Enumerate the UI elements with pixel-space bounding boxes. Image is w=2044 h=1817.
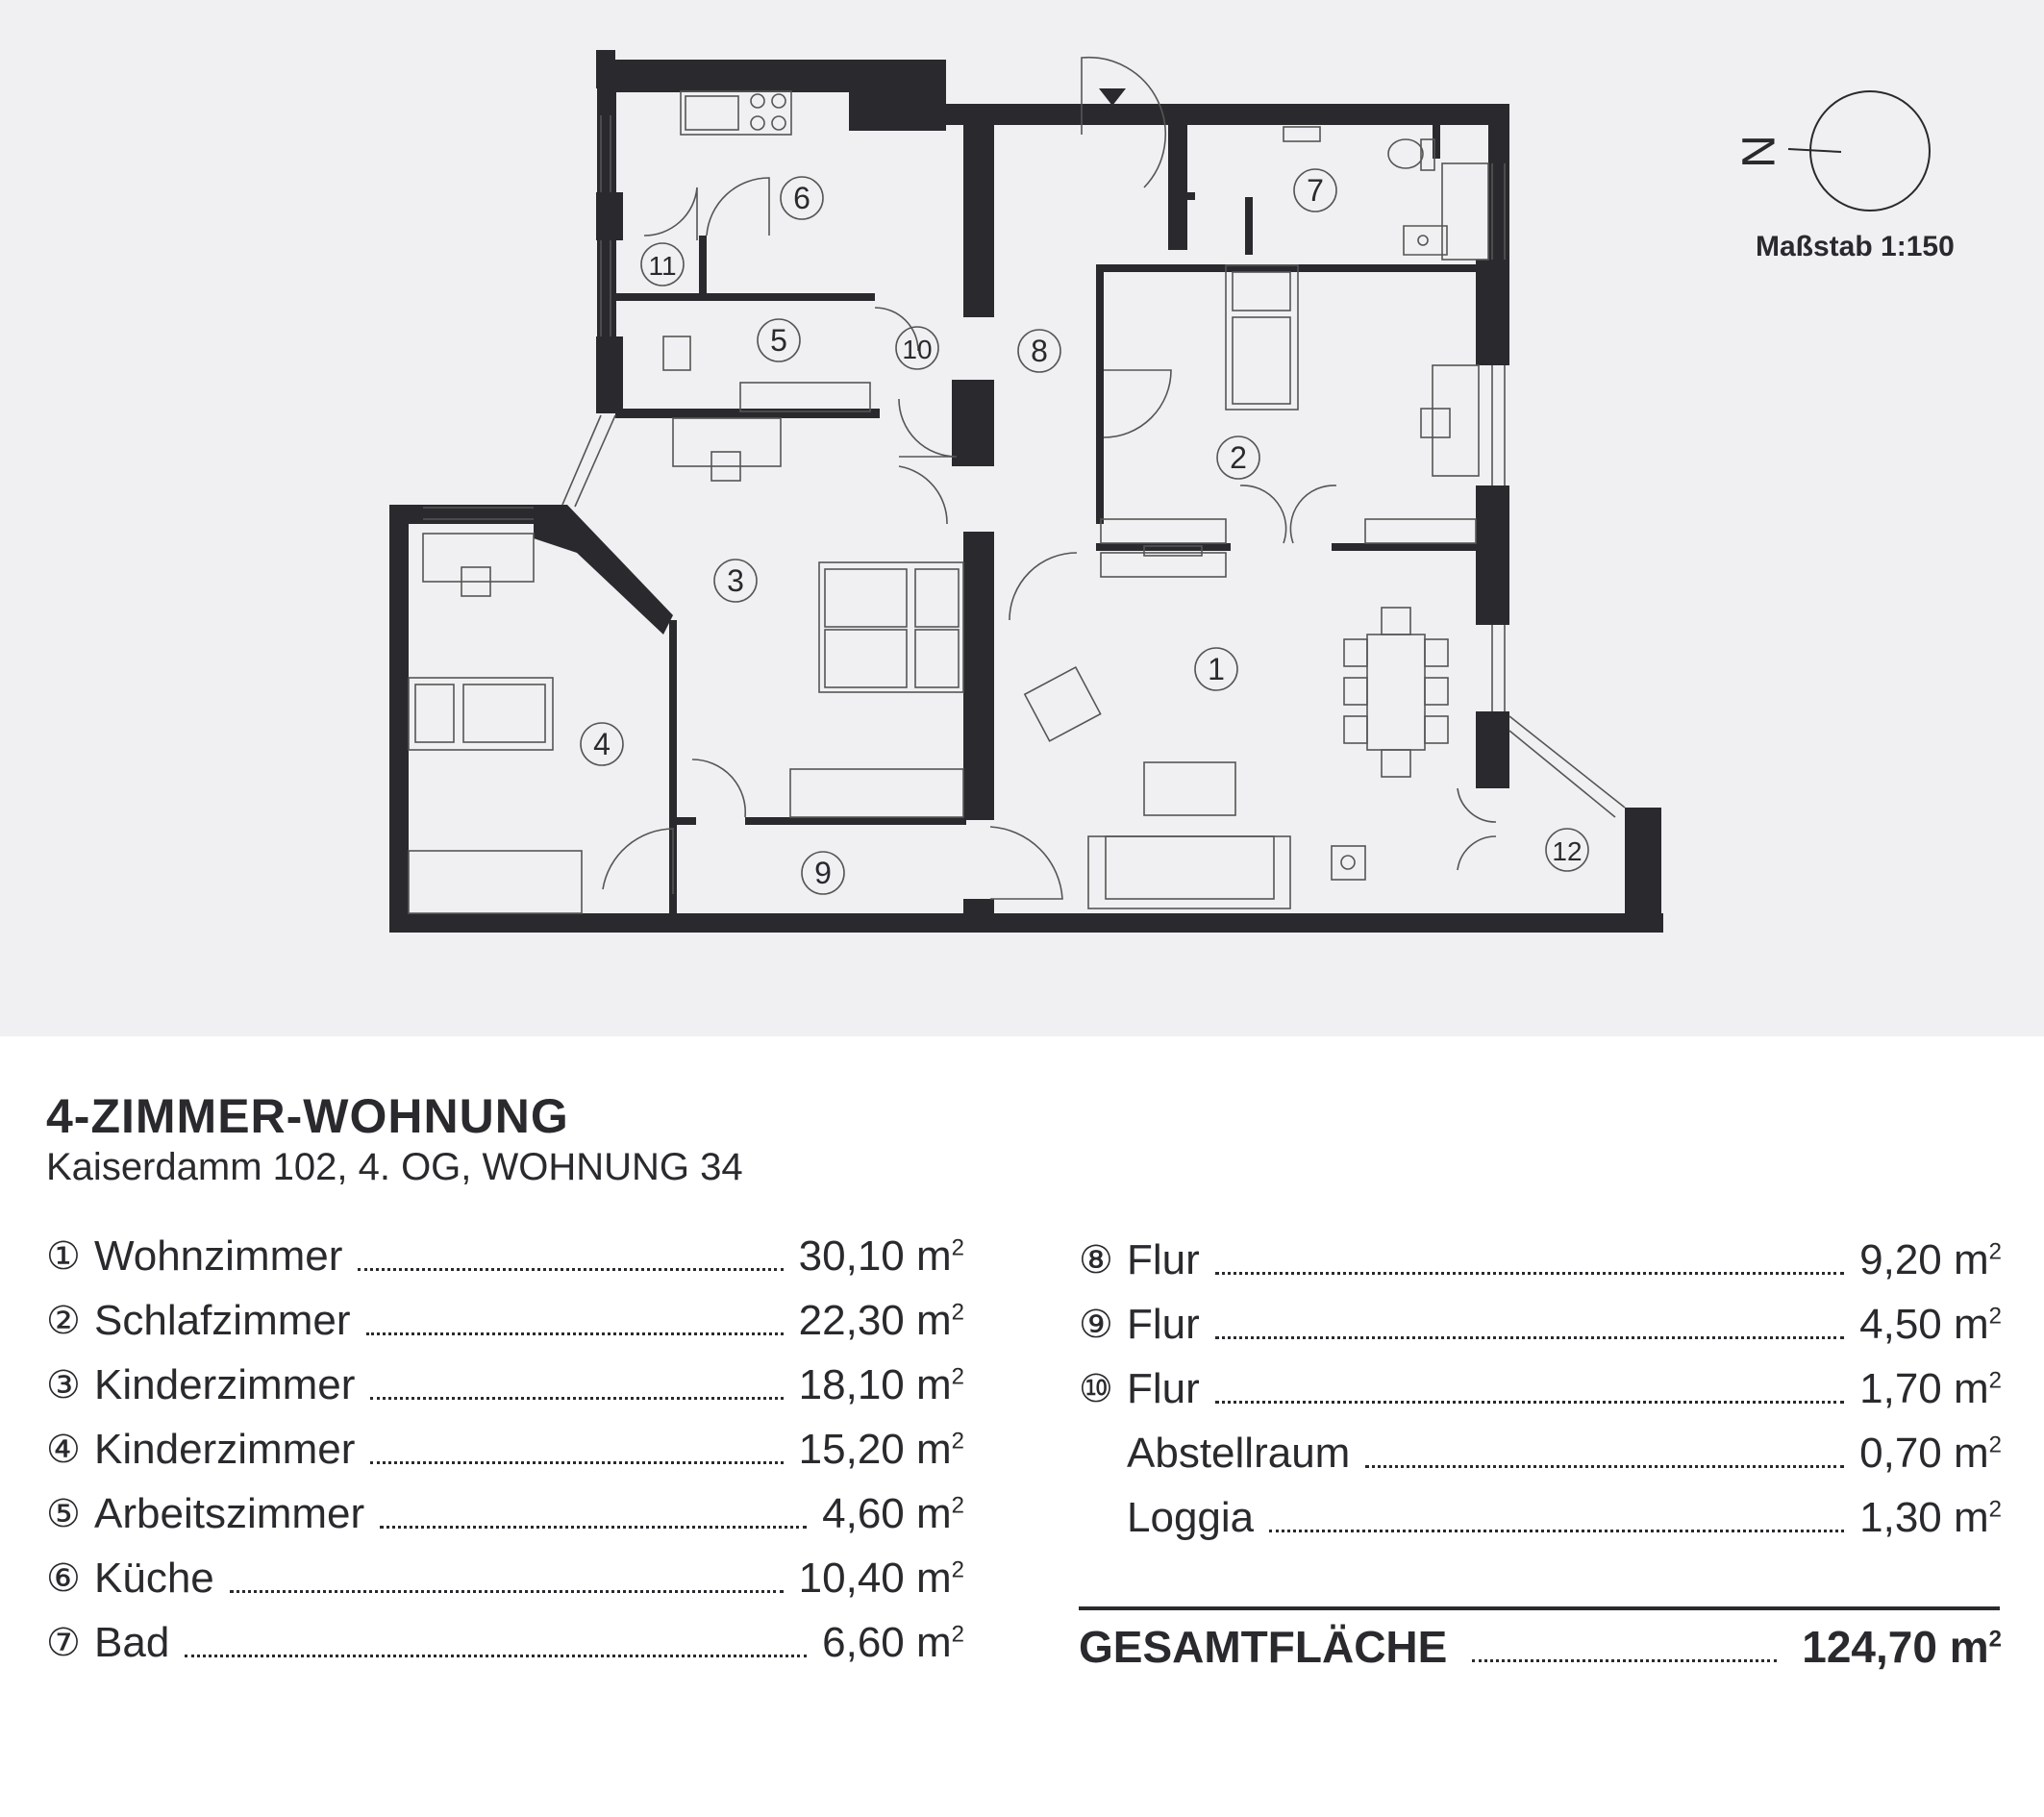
dot-leader (1269, 1530, 1844, 1532)
list-item (46, 1481, 964, 1546)
apartment-address: Kaiserdamm 102, 4. OG, WOHNUNG 34 (46, 1146, 743, 1188)
room-name: Kinderzimmer (94, 1425, 356, 1473)
exterior-walls (389, 50, 1663, 933)
room-name: Arbeitszimmer (94, 1489, 365, 1537)
dot-leader (380, 1526, 807, 1529)
north-compass-icon (1788, 91, 1930, 211)
room-area: 0,70 $m^2$ (1859, 1429, 2002, 1477)
dot-leader (370, 1461, 783, 1464)
dot-leader (230, 1590, 784, 1593)
room-number: ⑤ (46, 1492, 81, 1535)
room-marker-3 (714, 560, 757, 602)
list-item (46, 1417, 964, 1481)
room-marker-7 (1294, 169, 1336, 212)
svg-text:11: 11 (648, 251, 677, 281)
room-area: 10,40 $m^2$ (798, 1554, 964, 1602)
room-marker-4 (581, 723, 623, 765)
room-name: Loggia (1127, 1493, 1255, 1541)
dot-leader (358, 1268, 783, 1271)
room-area: 30,10 $m^2$ (798, 1232, 964, 1280)
dot-leader (370, 1397, 783, 1400)
room-area: 9,20 $m^2$ (1859, 1235, 2002, 1283)
svg-text:1: 1 (1208, 652, 1225, 686)
svg-text:6: 6 (793, 181, 810, 215)
entrance-arrow-icon (1099, 88, 1126, 106)
dot-leader (1472, 1659, 1777, 1662)
room-name: Flur (1127, 1364, 1200, 1412)
room-marker-10 (896, 327, 938, 369)
room-marker-2 (1217, 436, 1259, 479)
interior-walls (615, 125, 1490, 933)
dot-leader (1365, 1465, 1844, 1468)
svg-text:8: 8 (1031, 334, 1048, 368)
total-divider (1079, 1606, 2000, 1610)
north-label: N (1733, 135, 1785, 168)
room-markers (581, 169, 1588, 894)
room-name: Wohnzimmer (94, 1232, 343, 1280)
room-name: Abstellraum (1127, 1429, 1351, 1477)
room-name: Küche (94, 1554, 214, 1602)
dot-leader (1215, 1272, 1844, 1275)
svg-text:2: 2 (1230, 440, 1247, 475)
room-marker-1 (1195, 648, 1237, 690)
total-area-row (1079, 1613, 2002, 1680)
total-value: 124,70 $m^2$ (1802, 1622, 2002, 1672)
dot-leader (1215, 1336, 1844, 1339)
svg-text:3: 3 (727, 563, 744, 598)
list-item (1079, 1292, 2002, 1357)
room-area: 1,70 $m^2$ (1859, 1364, 2002, 1412)
total-label: GESAMTFLÄCHE (1079, 1622, 1448, 1672)
list-item (46, 1353, 964, 1417)
room-number: ② (46, 1299, 81, 1342)
room-area: 6,60 $m^2$ (822, 1618, 964, 1666)
room-name: Kinderzimmer (94, 1360, 356, 1408)
room-number: ⑨ (1079, 1303, 1113, 1346)
svg-text:4: 4 (593, 727, 611, 761)
list-item (1079, 1421, 2002, 1485)
room-marker-6 (781, 177, 823, 219)
scale-label: Maßstab 1:150 (1756, 231, 1955, 262)
room-area: 15,20 $m^2$ (798, 1425, 964, 1473)
room-marker-12 (1546, 829, 1588, 871)
room-area: 4,50 $m^2$ (1859, 1300, 2002, 1348)
svg-text:10: 10 (902, 335, 933, 364)
dot-leader (185, 1655, 807, 1657)
apartment-title: 4-ZIMMER-WOHNUNG (46, 1089, 569, 1143)
dot-leader (1215, 1401, 1844, 1404)
room-area: 4,60 $m^2$ (822, 1489, 964, 1537)
room-area: 22,30 $m^2$ (798, 1296, 964, 1344)
room-name: Flur (1127, 1300, 1200, 1348)
room-area: 18,10 $m^2$ (798, 1360, 964, 1408)
list-item (46, 1610, 964, 1675)
room-number: ① (46, 1234, 81, 1278)
svg-text:7: 7 (1307, 173, 1324, 208)
room-name: Flur (1127, 1235, 1200, 1283)
room-number: ⑩ (1079, 1367, 1113, 1410)
list-item (46, 1288, 964, 1353)
room-name: Schlafzimmer (94, 1296, 351, 1344)
list-item (1079, 1357, 2002, 1421)
list-item (1079, 1485, 2002, 1550)
room-number: ③ (46, 1363, 81, 1406)
list-item (46, 1546, 964, 1610)
room-number: ⑥ (46, 1556, 81, 1600)
room-name: Bad (94, 1618, 170, 1666)
room-area: 1,30 $m^2$ (1859, 1493, 2002, 1541)
room-marker-9 (802, 852, 844, 894)
svg-text:9: 9 (814, 856, 832, 890)
svg-text:12: 12 (1552, 836, 1583, 866)
room-list-right (1079, 1228, 2002, 1550)
room-number: ⑧ (1079, 1238, 1113, 1282)
doors (603, 58, 1496, 899)
room-number: ⑦ (46, 1621, 81, 1664)
room-list-left (46, 1224, 964, 1675)
list-item (46, 1224, 964, 1288)
room-marker-5 (758, 319, 800, 361)
room-number: ④ (46, 1428, 81, 1471)
list-item (1079, 1228, 2002, 1292)
room-marker-11 (641, 243, 684, 286)
svg-text:5: 5 (770, 323, 787, 358)
room-marker-8 (1018, 330, 1060, 372)
furniture (409, 91, 1488, 913)
dot-leader (366, 1332, 784, 1335)
